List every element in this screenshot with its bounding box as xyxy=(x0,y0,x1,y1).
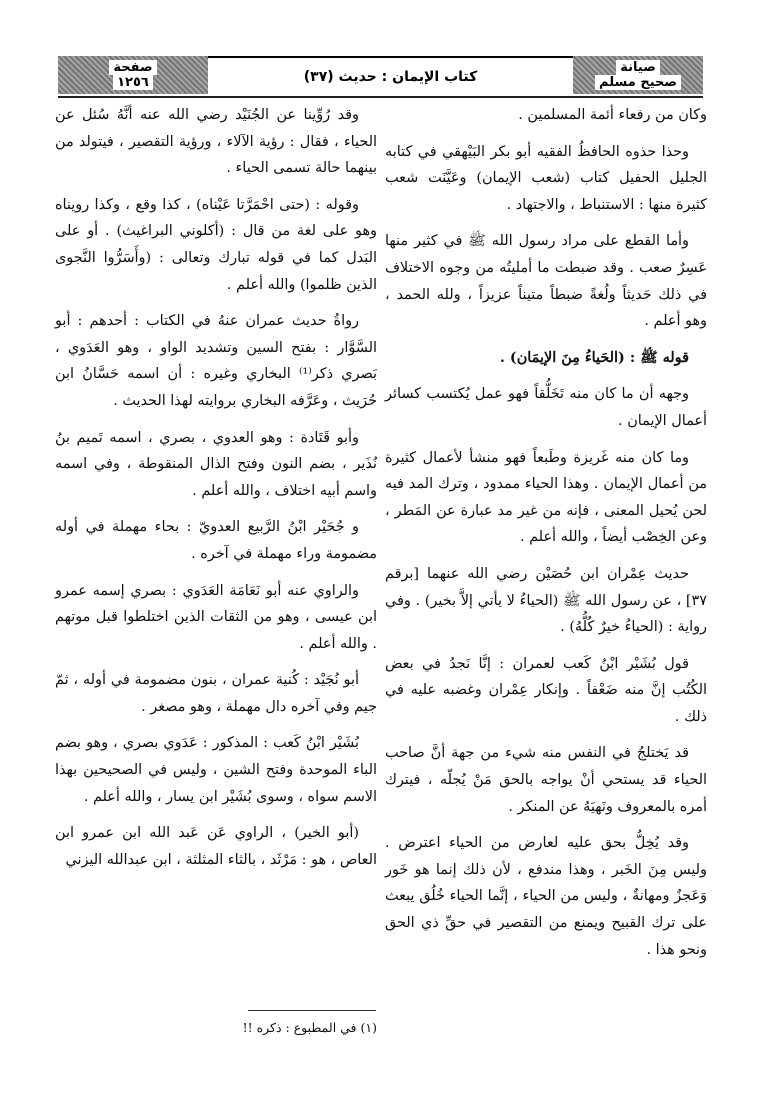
paragraph: وما كان منه غَريزة وطَبعاً فهو منشأ لأعمال كثيرة من أعمال الإيمان . وهذا الحياء ممدود ، وترك المد فيه لحن يُحيل المعنى ، فإنه من غير مد عبارة عن المَطر ، وعن الخِصْب أيضاً ، والله أعلم . xyxy=(385,449,707,546)
paragraph: وقد يُخِلُّ بحق عليه لعارض من الحياء اعترض . وليس مِنَ الخَبر ، وهذا مندفع ، لأن ذلك إنما هو خَور وَعَجزٌ ومهانةٌ ، وليس من الحياء ، إنَّما الحياء خُلُق يبعث على ترك القبيح ويمنع من التقصير في حقِّ ذي الحق ونحو هذا . xyxy=(385,835,707,958)
left-column xyxy=(55,102,377,883)
paragraph: وأبو قَتَادة : وهو العدوي ، بصري ، اسمه تَميم بنُ نُذَير ، بضم النون وفتح الذال المنقوطة ، وفي اسمه واسم أبيه اختلاف ، والله أعلم . xyxy=(55,429,377,499)
paragraph: بُشَيْر ابْنُ كَعب : المذكور : عَدَوي بصري ، وهو بضم الباء الموحدة وفتح الشين ، وليس في الصحيحين بهذا الاسم سواه ، وسوى بُشَيْر ابن يسار ، والله أعلم . xyxy=(55,735,377,805)
right-column xyxy=(385,102,707,973)
chapter-title: كتاب الإيمان : حديث (٣٧) xyxy=(208,56,573,98)
page-number: ١٢٥٦ xyxy=(113,75,153,90)
paragraph: وقد رُوِّينا عن الجُنَيْد رضي الله عنه أنَّهُ سُئل عن الحياء ، فقال : رؤية الآلاء ، ورؤية التقصير ، فيتولد من بينهما حالة تسمى الحياء . xyxy=(55,107,377,177)
page-label: صفحة xyxy=(109,60,156,75)
paragraph: وحذا حذوه الحافظُ الفقيه أبو بكر البَيْهقي في كتابه الجليل الحفيل كتاب (شعب الإيمان) وعَيَّنَت شعب كثيرة منها : الاستنباط ، والاجتهاد . xyxy=(385,143,707,213)
page-header xyxy=(58,56,703,94)
page-number-box xyxy=(58,56,208,94)
series-line-1: صيانة xyxy=(616,60,660,75)
paragraph: وقوله : (حتى احْمَرَّتا عَيْناه) ، كذا وقع ، وكذا رويناه وهو على لغة من قال : (أكلوني البراغيث) . أو على البَدل كما في قوله تبارك وتعالى : (وأَسَرُّوا النَّجوى الذين ظلموا) والله أعلم . xyxy=(55,196,377,293)
paragraph: رواةُ حديث عمران عنهُ في الكتاب : أحدهم : أبو السَّوَّار : بفتح السين وتشديد الواو ، وهو العَدَوي ، بَصري ذكر⁽¹⁾ البخاري وغيره : أن اسمه حَسَّانُ ابن حُرَيث ، وعَرَّفه البخاري بروايته لهذا الحديث . xyxy=(55,313,377,409)
paragraph: (أبو الخير) ، الراوي عَن عَبد الله ابن عمرو ابن العاص ، هو : مَرْثَد ، بالثاء المثلثة ، ابن عبدالله اليزني xyxy=(55,825,377,868)
paragraph: أبو نُجَيْد : كُنية عمران ، بنون مضمومة في أوله ، ثمّ جيم وفي آخره دال مهملة ، وهو مصغر . xyxy=(55,672,377,715)
paragraph: وجهه أن ما كان منه تَخَلُّقاً فهو عمل يُكتسب كسائر أعمال الإيمان . xyxy=(385,386,707,429)
section-heading: قوله ﷺ : (الحَياءُ مِنَ الإيمَان) . xyxy=(499,348,689,366)
paragraph: قد يَختلجُ في النفس منه شيء من جهة أنَّ صاحب الحياء قد يستحي أنْ يواجه بالحق مَنْ يُجلّه ، فيترك أمره بالمعروف ونَهيَهُ عن المنكر . xyxy=(385,745,707,815)
paragraph: قول بُشَيْر ابْنُ كَعب لعمران : إنَّا نَجدُ في بعض الكُتُب إنَّ منه ضَعْفاً . وإنكار عِمْران وغضبه عليه في ذلك . xyxy=(385,655,707,725)
paragraph: و جُحَيْر ابْنُ الرَّبيع العدويّ : بحاء مهملة في أوله مضمومة وراء مهملة في آخره . xyxy=(55,519,377,562)
paragraph: وأما القطع على مراد رسول الله ﷺ في كثير منها عَسِرٌ صعب . وقد ضبطت ما أمليتُه من وجوه الاختلاف في ذلك حَديثاً ولُغةً ضبطاً متيناً عزيزاً ، ولله الحمد ، وهو أعلم . xyxy=(385,233,707,330)
series-line-2: صحيح مسلم xyxy=(595,75,681,90)
footnote: (١) في المطبوع : ذكره !! xyxy=(242,1020,377,1035)
paragraph: وكان من رفعاء أئمة المسلمين . xyxy=(518,107,707,123)
footnote-rule xyxy=(248,1010,376,1011)
paragraph: حديث عِمْران ابن حُصَيْن رضي الله عنهما [برقم ٣٧] ، عن رسول الله ﷺ (الحياءُ لا يأتي إلاَّ بخير) . وفي رواية : (الحياءُ خيرٌ كُلُّهُ) . xyxy=(385,565,707,636)
book-series-box xyxy=(573,56,703,94)
paragraph: والراوي عنه أبو نَعَامَة العَدَوي : بصري إسمه عمرو ابن عيسى ، وهو من الثقات الذين اختلطوا قبل موتهم . والله أعلم . xyxy=(55,582,377,652)
header-rule xyxy=(58,96,703,98)
